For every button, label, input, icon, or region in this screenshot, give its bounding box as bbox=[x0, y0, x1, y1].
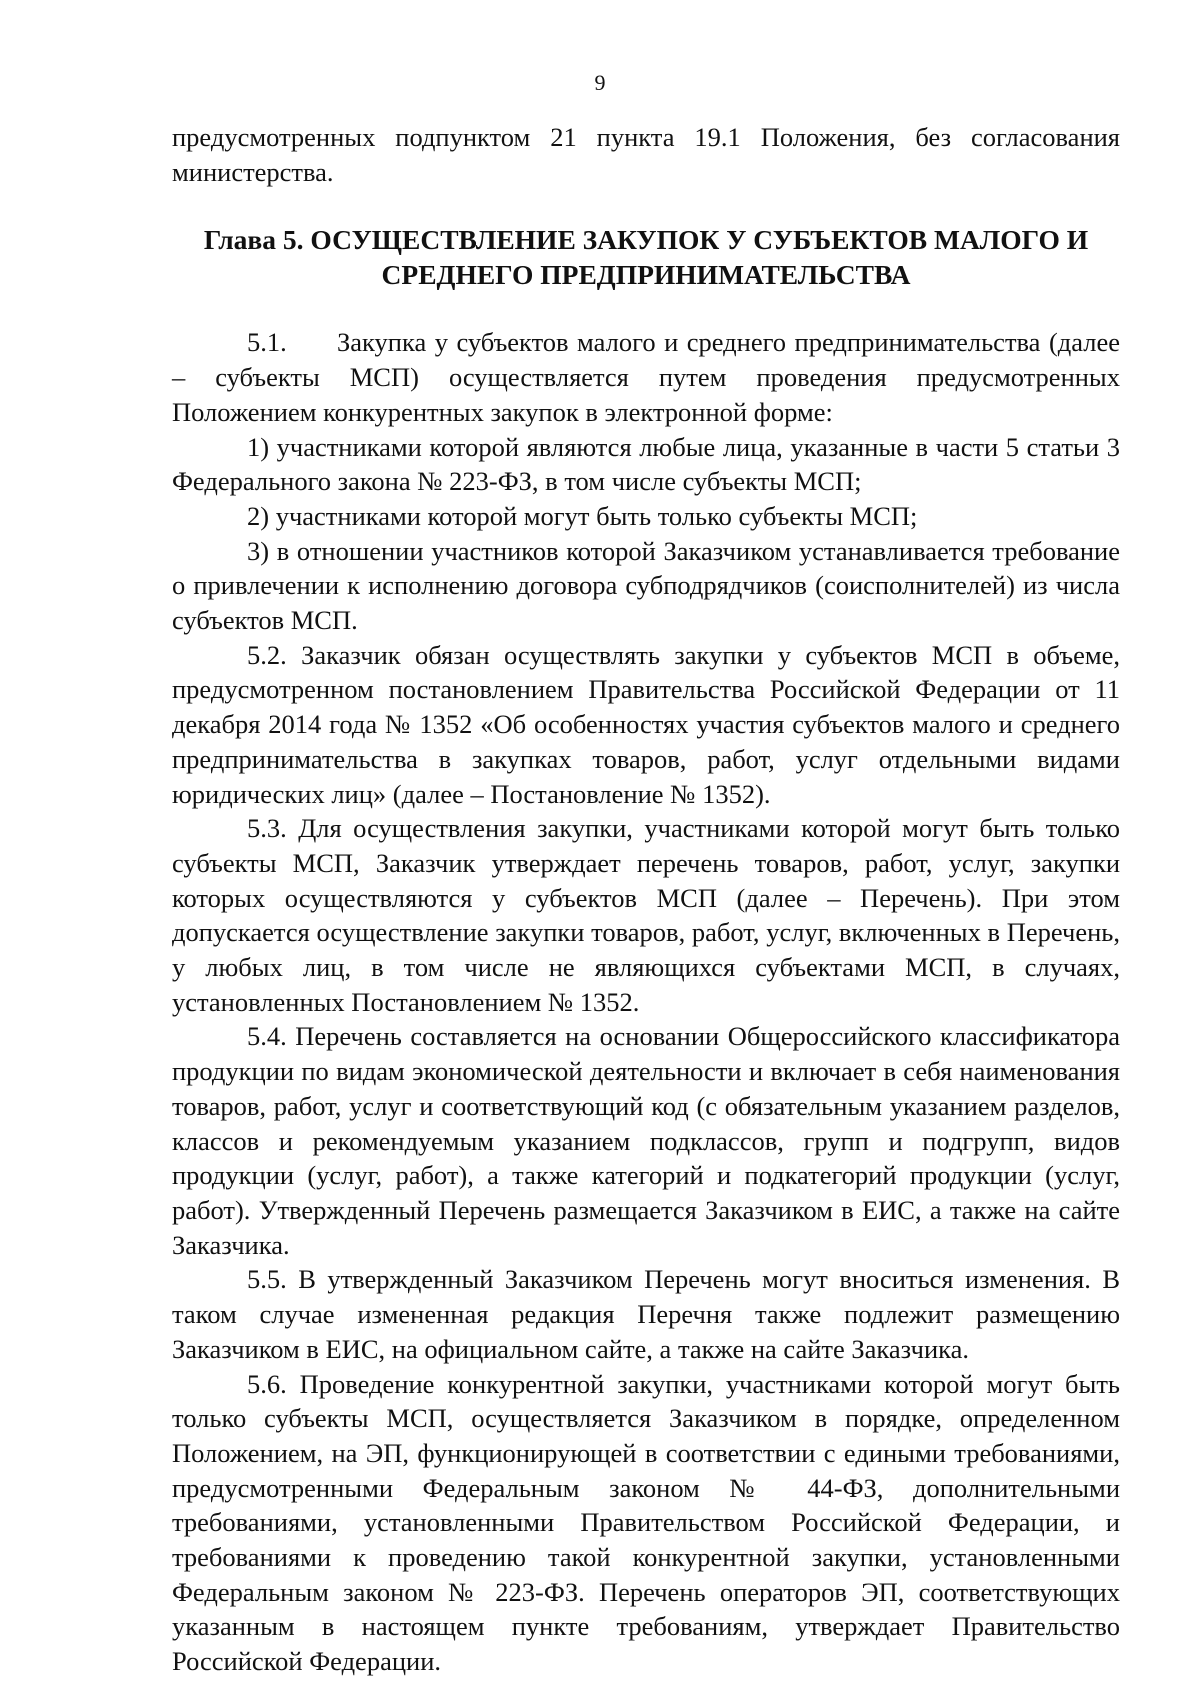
chapter-title bbox=[172, 222, 1120, 292]
chapter-title-line1: Глава 5. ОСУЩЕСТВЛЕНИЕ ЗАКУПОК У СУБЪЕКТОВ МАЛОГО И bbox=[203, 224, 1089, 256]
list-item-3: 3) в отношении участников которой Заказчиком устанавливается требование о привлечении к исполнению договора субподрядчиков (соисполнителей) из числа субъектов МСП. bbox=[172, 535, 1120, 636]
carryover-paragraph: предусмотренных подпунктом 21 пункта 19.1 Положения, без согласования министерства. bbox=[172, 122, 1120, 187]
list-item-1: 1) участниками которой являются любые лица, указанные в части 5 статьи 3 Федерального закона № 223-ФЗ, в том числе субъекты МСП; bbox=[172, 431, 1120, 497]
chapter-title-line2: СРЕДНЕГО ПРЕДПРИНИМАТЕЛЬСТВА bbox=[381, 259, 911, 291]
paragraph-5-5: 5.5. В утвержденный Заказчиком Перечень могут вноситься изменения. В таком случае измененная редакция Перечня также подлежит размещению Заказчиком в ЕИС, на официальном сайте, а также на сайте Заказчика. bbox=[172, 1264, 1120, 1364]
paragraph-5-2: 5.2. Заказчик обязан осуществлять закупки у субъектов МСП в объеме, предусмотренном постановлением Правительства Российской Федерации от 11 декабря 2014 года № 1352 «Об особенностях участия субъектов малого и среднего предпринимательства в закупках товаров, работ, услуг отдельными видами юридических лиц» (далее – Постановление № 1352). bbox=[172, 639, 1120, 809]
clause-number-5-1: 5.1. bbox=[247, 327, 287, 358]
paragraph-5-1 bbox=[172, 325, 1120, 429]
page-number: 9 bbox=[594, 70, 606, 95]
paragraph-5-3: 5.3. Для осуществления закупки, участниками которой могут быть только субъекты МСП, Заказчик утверждает перечень товаров, работ, услуг, закупки которых осуществляются у субъектов МСП (далее – Перечень). При этом допускается осуществление закупки товаров, работ, услуг, включенных в Перечень, у любых лиц, в том числе не являющихся субъектами МСП, в случаях, установленных Постановлением № 1352. bbox=[172, 813, 1120, 1017]
paragraph-5-1-text: Закупка у субъектов малого и среднего предпринимательства (далее – субъекты МСП) осуществляется путем проведения предусмотренных Положением конкурентных закупок в электронной форме: bbox=[172, 327, 1120, 427]
paragraph-5-4: 5.4. Перечень составляется на основании Общероссийского классификатора продукции по видам экономической деятельности и включает в себя наименования товаров, работ, услуг и соответствующий код (с обязательным указанием разделов, классов и рекомендуемым указанием подклассов, групп и подгрупп, видов продукции (услуг, работ), а также категорий и подкатегорий продукции (услуг, работ). Утвержденный Перечень размещается Заказчиком в ЕИС, а также на сайте Заказчика. bbox=[172, 1021, 1120, 1260]
paragraph-5-6: 5.6. Проведение конкурентной закупки, участниками которой могут быть только субъекты МСП, осуществляется Заказчиком в порядке, определенном Положением, на ЭП, функционирующей в соответствии с едиными требованиями, предусмотренными Федеральным законом № 44-ФЗ, дополнительными требованиями, установленными Правительством Российской Федерации, и требованиями к проведению такой конкурентной закупки, установленными Федеральным законом № 223-ФЗ. Перечень операторов ЭП, соответствующих указанным в настоящем пункте требованиям, утверждает Правительство Российской Федерации. bbox=[172, 1368, 1120, 1677]
document-body bbox=[172, 120, 1120, 1679]
list-item-2: 2) участниками которой могут быть только субъекты МСП; bbox=[247, 500, 918, 531]
